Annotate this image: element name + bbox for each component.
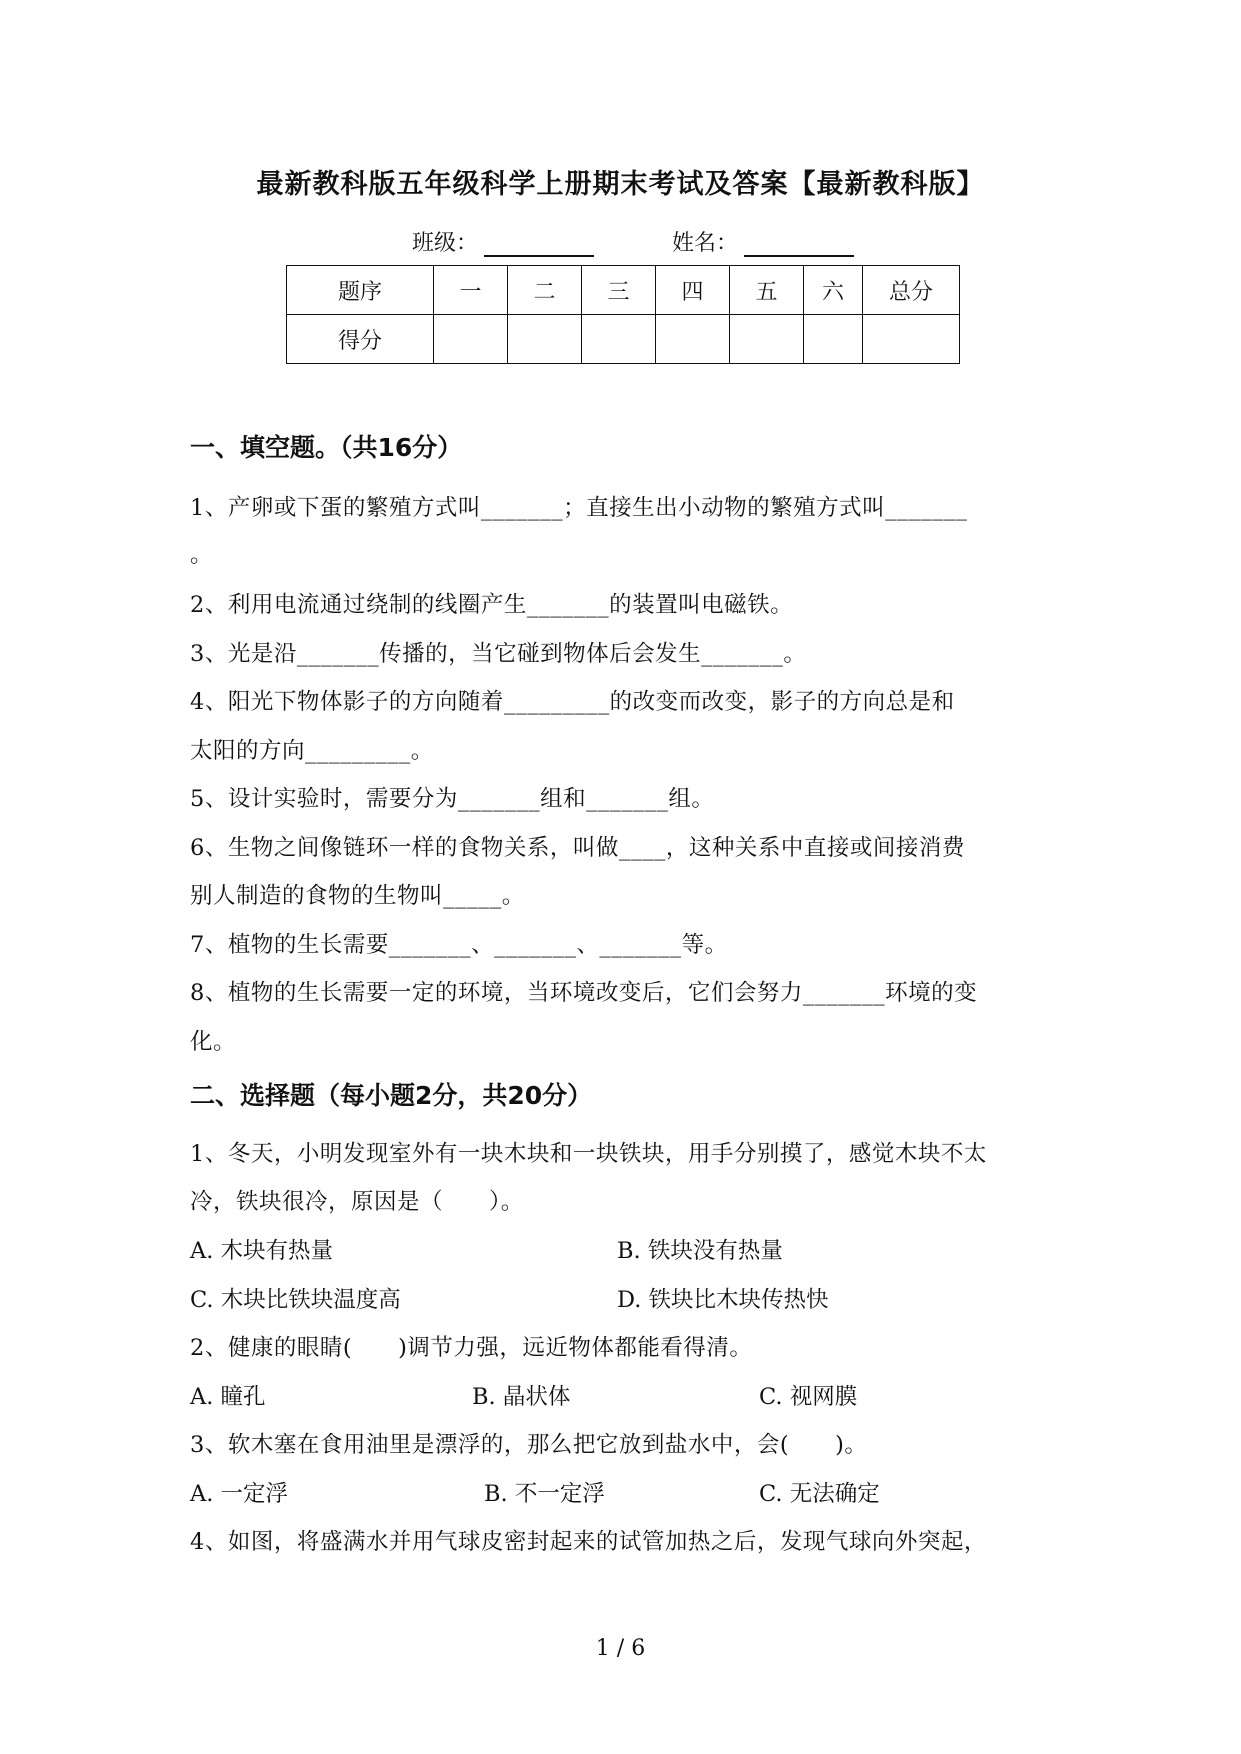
question-line: 6、生物之间像链环一样的食物关系，叫做____，这种关系中直接或间接消费	[190, 835, 965, 861]
question-line: 。	[190, 542, 214, 568]
score-cell[interactable]	[804, 315, 863, 364]
class-blank[interactable]	[484, 231, 594, 257]
choice-option[interactable]: B. 不一定浮	[484, 1481, 605, 1507]
class-label: 班级：	[412, 231, 479, 256]
score-table-score-row	[287, 315, 960, 364]
name-label: 姓名：	[672, 231, 739, 256]
score-header-cell: 三	[582, 266, 656, 315]
section-1-heading: 一、填空题。（共16分）	[190, 433, 463, 462]
question-line: 4、如图，将盛满水并用气球皮密封起来的试管加热之后，发现气球向外突起，	[190, 1529, 987, 1555]
choice-option[interactable]: A. 木块有热量	[190, 1238, 334, 1264]
class-field	[412, 226, 594, 257]
page-title: 最新教科版五年级科学上册期末考试及答案【最新教科版】	[256, 169, 985, 200]
name-blank[interactable]	[744, 231, 854, 257]
score-header-cell: 二	[508, 266, 582, 315]
choice-option[interactable]: C. 视网膜	[759, 1384, 858, 1410]
choice-option[interactable]: C. 无法确定	[759, 1481, 880, 1507]
choice-option[interactable]: A. 瞳孔	[190, 1384, 266, 1410]
score-cell[interactable]	[582, 315, 656, 364]
score-cell[interactable]	[863, 315, 960, 364]
question-line: 3、软木塞在食用油里是漂浮的，那么把它放到盐水中，会( )。	[190, 1432, 868, 1458]
question-line: 别人制造的食物的生物叫_____。	[190, 883, 525, 909]
score-row-label: 得分	[287, 315, 434, 364]
question-line: 1、冬天，小明发现室外有一块木块和一块铁块，用手分别摸了，感觉木块不太	[190, 1141, 987, 1167]
choice-option[interactable]: B. 晶状体	[472, 1384, 571, 1410]
score-table	[286, 265, 960, 364]
question-line: 7、植物的生长需要_______、_______、_______等。	[190, 932, 728, 958]
score-header-cell: 四	[656, 266, 730, 315]
question-line: 2、利用电流通过绕制的线圈产生_______的装置叫电磁铁。	[190, 592, 794, 618]
question-line: 4、阳光下物体影子的方向随着_________的改变而改变，影子的方向总是和	[190, 689, 955, 715]
score-header-cell: 一	[434, 266, 508, 315]
question-line: 8、植物的生长需要一定的环境，当环境改变后，它们会努力_______环境的变	[190, 980, 978, 1006]
score-header-cell: 六	[804, 266, 863, 315]
score-cell[interactable]	[434, 315, 508, 364]
score-header-cell: 题序	[287, 266, 434, 315]
choice-option[interactable]: B. 铁块没有热量	[617, 1238, 783, 1264]
page-number: 1 / 6	[595, 1636, 646, 1661]
question-line: 2、健康的眼睛( )调节力强，远近物体都能看得清。	[190, 1335, 753, 1361]
name-field	[672, 226, 854, 257]
choice-option[interactable]: D. 铁块比木块传热快	[617, 1287, 829, 1313]
choice-option[interactable]: C. 木块比铁块温度高	[190, 1287, 401, 1313]
score-cell[interactable]	[730, 315, 804, 364]
score-cell[interactable]	[656, 315, 730, 364]
question-line: 太阳的方向_________。	[190, 738, 434, 764]
section-2-heading: 二、选择题（每小题2分，共20分）	[190, 1081, 593, 1110]
question-line: 3、光是沿_______传播的，当它碰到物体后会发生_______。	[190, 641, 807, 667]
score-table-header-row	[287, 266, 960, 315]
choice-option[interactable]: A. 一定浮	[190, 1481, 289, 1507]
score-cell[interactable]	[508, 315, 582, 364]
question-line: 化。	[190, 1029, 237, 1055]
question-line: 1、产卵或下蛋的繁殖方式叫_______；直接生出小动物的繁殖方式叫_______	[190, 495, 968, 521]
score-header-cell: 五	[730, 266, 804, 315]
question-line: 冷，铁块很冷，原因是（ ）。	[190, 1189, 524, 1215]
question-line: 5、设计实验时，需要分为_______组和_______组。	[190, 786, 715, 812]
score-header-cell: 总分	[863, 266, 960, 315]
